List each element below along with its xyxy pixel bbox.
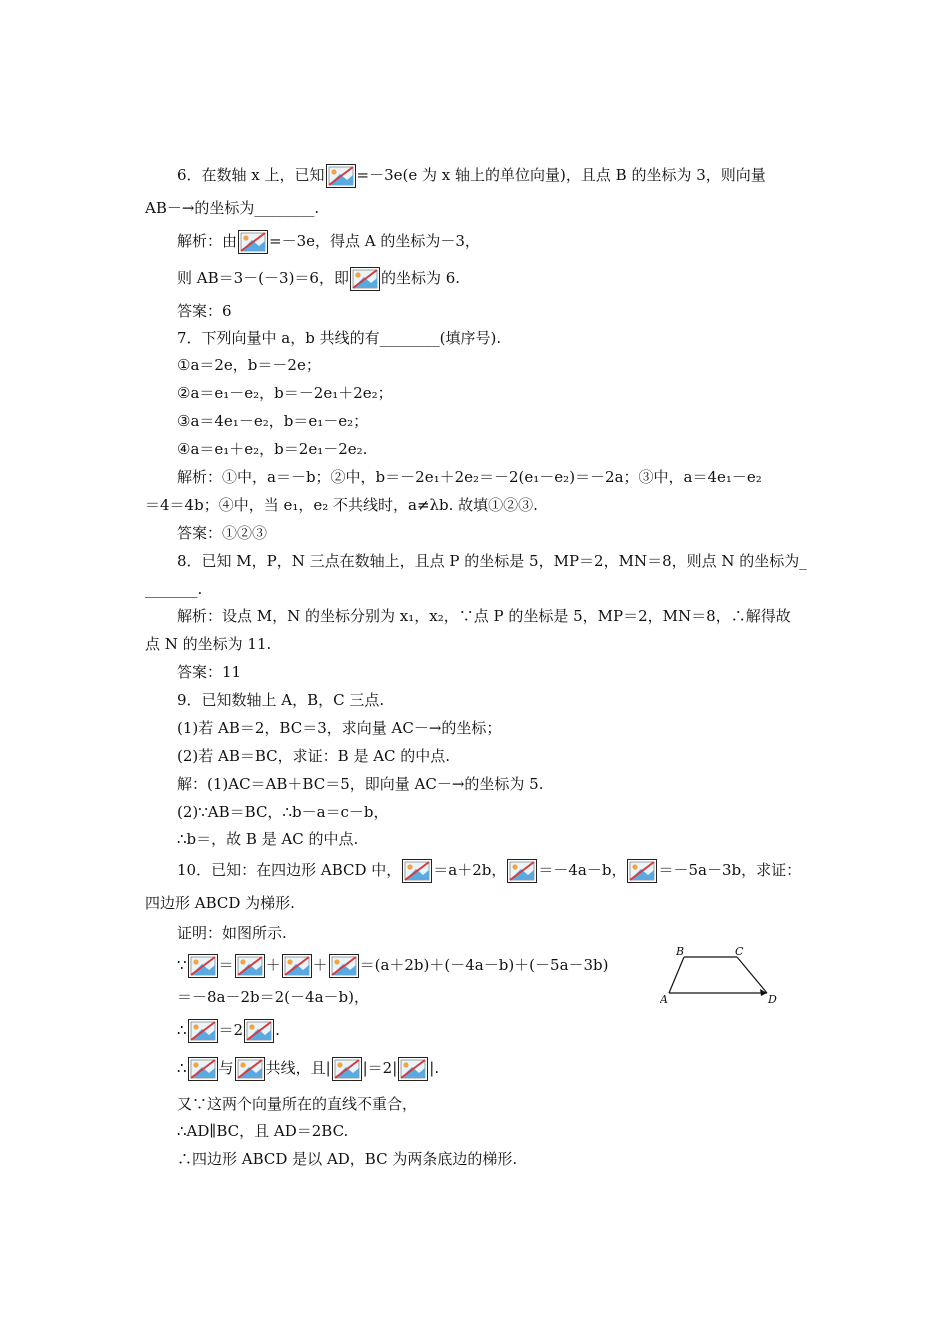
broken-image-icon <box>329 954 359 978</box>
line <box>177 689 384 711</box>
line <box>145 633 271 655</box>
text-segment: (2)若 AB＝BC，求证：B 是 AC 的中点. <box>177 747 451 765</box>
text-segment: ③a＝4e₁－e₂，b＝e₁－e₂； <box>177 412 369 430</box>
text-segment: 共线，且| <box>265 1059 331 1077</box>
text-segment: 6．在数轴 x 上，已知 <box>177 166 325 184</box>
line <box>177 661 241 683</box>
line <box>177 954 609 978</box>
text-segment: ＝－4a－b， <box>538 861 627 879</box>
line <box>177 1120 348 1142</box>
line <box>145 578 202 600</box>
text-segment: |. <box>429 1059 440 1077</box>
line <box>177 1093 417 1115</box>
text-segment: 解析：设点 M，N 的坐标分别为 x₁，x₂，∵点 P 的坐标是 5，MP＝2，MN＝8，∴解得故 <box>177 607 791 625</box>
figure-label-c: C <box>735 945 744 958</box>
line <box>177 354 321 376</box>
figure-label-d: D <box>768 993 777 1005</box>
line <box>177 438 367 460</box>
text-segment: 7．下列向量中 a，b 共线的有________(填序号). <box>177 329 502 347</box>
broken-image-icon <box>402 859 432 883</box>
text-segment: ∴ <box>177 1021 187 1039</box>
line <box>177 382 393 404</box>
line <box>177 859 801 883</box>
text-segment: ＝ <box>218 956 234 974</box>
line <box>177 1057 439 1081</box>
line <box>177 230 480 254</box>
text-segment: ④a＝e₁＋e₂，b＝2e₁－2e₂. <box>177 440 368 458</box>
text-segment: =－3e，得点 A 的坐标为－3， <box>269 232 480 250</box>
text-segment: ＋ <box>265 956 281 974</box>
line <box>177 828 358 850</box>
text-segment: ＝(a＋2b)＋(－4a－b)＋(－5a－3b) <box>359 956 609 974</box>
text-segment: 又∵这两个向量所在的直线不重合， <box>177 1095 418 1113</box>
text-segment: 解析：①中，a＝－b；②中，b＝－2e₁＋2e₂＝－2(e₁－e₂)＝－2a；③中，a＝4e₁－e₂ <box>177 468 762 486</box>
text-segment: ＋ <box>312 956 328 974</box>
line <box>177 300 232 322</box>
line <box>177 550 807 572</box>
text-segment: 答案：6 <box>177 302 232 320</box>
line <box>177 986 369 1008</box>
text-segment: 证明：如图所示. <box>177 924 287 942</box>
broken-image-icon <box>244 1019 274 1043</box>
text-segment: 解析：由 <box>177 232 238 250</box>
broken-image-icon <box>238 230 268 254</box>
line <box>177 801 389 823</box>
line <box>177 267 460 291</box>
broken-image-icon <box>332 1057 362 1081</box>
text-segment: ＝－5a－3b，求证： <box>658 861 802 879</box>
broken-image-icon <box>507 859 537 883</box>
trapezoid-figure <box>660 945 790 1005</box>
text-segment: |＝2| <box>362 1059 398 1077</box>
text-segment: =－3e(e 为 x 轴上的单位向量)，且点 B 的坐标为 3，则向量 <box>356 166 766 184</box>
text-segment: ∴四边形 ABCD 是以 AD，BC 为两条底边的梯形. <box>177 1150 518 1168</box>
line <box>145 892 295 914</box>
text-segment: 答案：①②③ <box>177 524 268 542</box>
line <box>177 717 501 739</box>
text-segment: ＝a＋2b， <box>433 861 507 879</box>
broken-image-icon <box>326 164 356 188</box>
line <box>177 922 287 944</box>
text-segment: ∴AD∥BC，且 AD＝2BC. <box>177 1122 349 1140</box>
figure-label-b: B <box>676 945 685 958</box>
text-segment: (2)∵AB＝BC，∴b－a＝c－b， <box>177 803 389 821</box>
text-segment: 10．已知：在四边形 ABCD 中， <box>177 861 402 879</box>
line <box>177 522 267 544</box>
figure-label-a: A <box>660 993 668 1005</box>
line <box>177 605 791 627</box>
text-segment: (1)若 AB＝2，BC＝3，求向量 AC－→的坐标； <box>177 719 502 737</box>
text-segment: ∴ <box>177 1059 187 1077</box>
text-segment: 则 AB＝3－(－3)＝6，即 <box>177 269 349 287</box>
text-segment: ①a＝2e，b＝－2e； <box>177 356 321 374</box>
line <box>177 1019 280 1043</box>
broken-image-icon <box>235 954 265 978</box>
line <box>177 466 762 488</box>
broken-image-icon <box>627 859 657 883</box>
broken-image-icon <box>188 1019 218 1043</box>
text-segment: ②a＝e₁－e₂，b＝－2e₁＋2e₂； <box>177 384 393 402</box>
broken-image-icon <box>398 1057 428 1081</box>
line <box>177 410 368 432</box>
line <box>177 773 543 795</box>
line <box>145 197 319 219</box>
text-segment: ＝－8a－2b＝2(－4a－b)， <box>177 988 369 1006</box>
text-segment: 8．已知 M，P，N 三点在数轴上，且点 P 的坐标是 5，MP＝2，MN＝8，则点 N 的坐标为_ <box>177 552 807 570</box>
broken-image-icon <box>350 267 380 291</box>
text-segment: AB－→的坐标为________. <box>145 199 320 217</box>
text-segment: ∴b＝，故 B 是 AC 的中点. <box>177 830 359 848</box>
text-segment: 点 N 的坐标为 11. <box>145 635 272 653</box>
broken-image-icon <box>282 954 312 978</box>
text-segment: _______. <box>145 580 203 598</box>
text-segment: ∵ <box>177 956 187 974</box>
text-segment: . <box>275 1021 280 1039</box>
line <box>145 494 538 516</box>
text-segment: 答案：11 <box>177 663 242 681</box>
text-segment: 的坐标为 6. <box>380 269 461 287</box>
text-segment: ＝4＝4b；④中，当 e₁，e₂ 不共线时，a≠λb. 故填①②③. <box>145 496 538 514</box>
text-segment: 四边形 ABCD 为梯形. <box>145 894 295 912</box>
text-segment: 解：(1)AC＝AB＋BC＝5，即向量 AC－→的坐标为 5. <box>177 775 544 793</box>
line <box>177 164 766 188</box>
text-segment: 9．已知数轴上 A，B，C 三点. <box>177 691 385 709</box>
line <box>177 745 450 767</box>
line <box>177 1148 517 1170</box>
broken-image-icon <box>235 1057 265 1081</box>
text-segment: 与 <box>218 1059 234 1077</box>
text-segment: ＝2 <box>218 1021 244 1039</box>
line <box>177 327 501 349</box>
broken-image-icon <box>188 954 218 978</box>
broken-image-icon <box>188 1057 218 1081</box>
